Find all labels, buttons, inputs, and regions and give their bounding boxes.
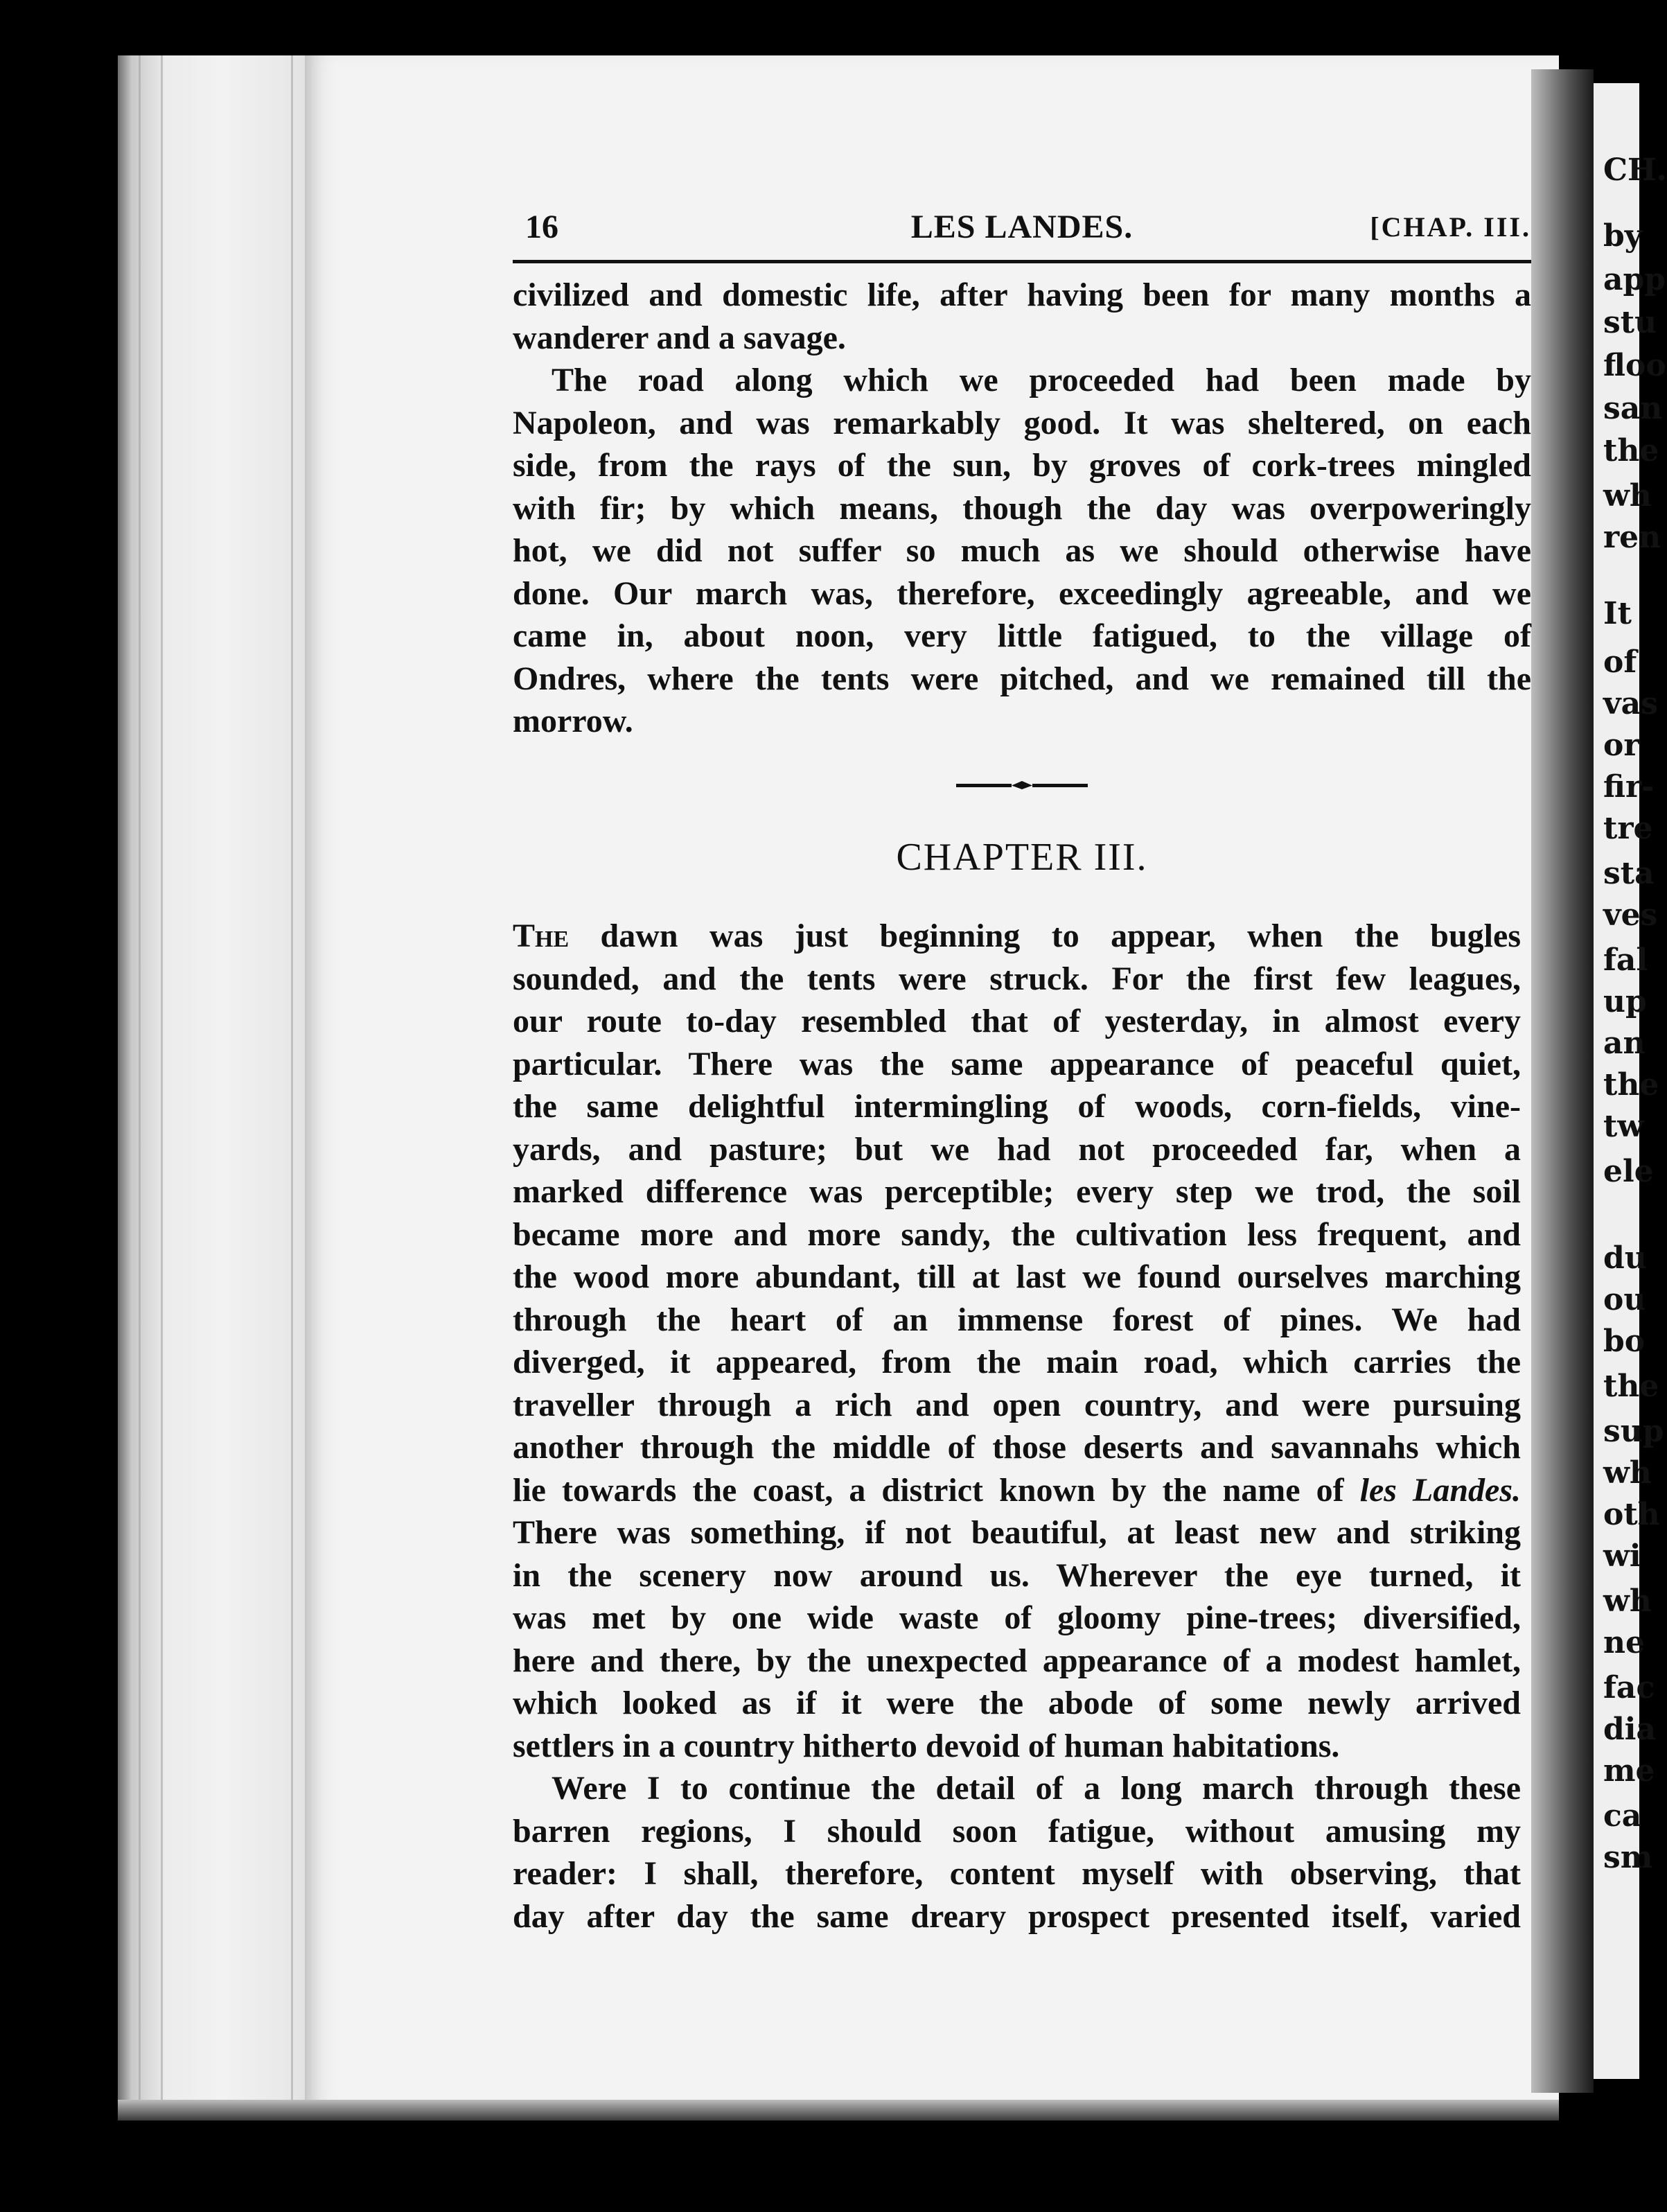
text-line: reader: I shall, therefore, content myself with observing, that (513, 1855, 1521, 1892)
facing-page-fragment: of (1603, 644, 1637, 680)
facing-page-fragment: san (1603, 391, 1663, 426)
facing-page-fragment: an (1603, 1026, 1646, 1061)
text-line: in the scenery now around us. Wherever the eye turned, it (513, 1556, 1521, 1594)
text-line: particular. There was the same appearance of peaceful quiet, (513, 1045, 1521, 1082)
facing-page-fragment: sta (1603, 856, 1655, 891)
facing-page-fragment: dia (1603, 1712, 1656, 1747)
edge-line (291, 55, 293, 2107)
text-line: traveller through a rich and open country, and were pursuing (513, 1386, 1521, 1423)
facing-page-fragment: tre (1603, 811, 1653, 846)
page-number: 16 (525, 209, 558, 245)
facing-page-fragment: vas (1603, 686, 1658, 721)
facing-page-fragment: oth (1603, 1497, 1660, 1532)
facing-page-fragment: the (1603, 1067, 1659, 1103)
edge-line (161, 55, 163, 2107)
text-line: Ondres, where the tents were pitched, and we remained till the (513, 660, 1531, 697)
text-line: barren regions, I should soon fatigue, without amusing my (513, 1812, 1521, 1850)
facing-page-fragment: sm (1603, 1840, 1653, 1875)
text-line: The road along which we proceeded had been made by (552, 362, 1531, 398)
text-fragment: dawn was just beginning to appear, when the bugles (569, 918, 1521, 954)
text-block-upper (513, 274, 1531, 743)
facing-page-fragment: the (1603, 1369, 1659, 1404)
facing-page-fragment: wh (1603, 1455, 1652, 1491)
page-edge-bottom (118, 2100, 1559, 2121)
facing-page-fragment: the (1603, 433, 1659, 468)
italic-place-name: les Landes. (1359, 1471, 1521, 1509)
header-rule (513, 260, 1531, 263)
text-line: yards, and pasture; but we had not proceeded far, when a (513, 1130, 1521, 1168)
text-line (513, 915, 1521, 958)
facing-page-fragment: sup (1603, 1414, 1664, 1449)
facing-page-fragment: du (1603, 1240, 1647, 1276)
facing-page-fragment: wh (1603, 478, 1652, 514)
text-line: There was something, if not beautiful, at least new and striking (513, 1514, 1521, 1551)
facing-page-fragment: ren (1603, 520, 1661, 555)
text-line: our route to-day resembled that of yesterday, in almost every (513, 1003, 1521, 1039)
chapter-heading: CHAPTER III. (896, 836, 1148, 879)
running-head (513, 208, 1531, 249)
text-line: which looked as if it were the abode of some newly arrived (513, 1685, 1521, 1721)
text-line: diverged, it appeared, from the main road, which carries the (513, 1344, 1521, 1380)
facing-page-fragment: wh (1603, 1583, 1652, 1619)
drop-word: The (513, 918, 570, 954)
text-line: wanderer and a savage. (513, 319, 846, 356)
text-block-lower (513, 915, 1521, 1938)
facing-page-fragment: up (1603, 984, 1647, 1019)
facing-page-fragment: ca (1603, 1798, 1642, 1834)
facing-page-fragment: stu (1603, 305, 1657, 340)
facing-page-fragment: wi (1603, 1538, 1641, 1574)
facing-page-fragment: CH. (1603, 152, 1667, 188)
facing-page-fragment: by (1603, 218, 1643, 254)
gutter-shadow (1531, 69, 1594, 2093)
edge-line (139, 55, 141, 2107)
facing-page-fragment: me (1603, 1753, 1655, 1789)
text-line: side, from the rays of the sun, by groves of cork-trees mingled (513, 447, 1531, 484)
facing-page-strip (1594, 83, 1667, 2079)
facing-page-fragment: floo (1603, 348, 1666, 383)
facing-page-fragment: ves (1603, 897, 1658, 933)
text-line (513, 1469, 1521, 1512)
facing-page-fragment: ne (1603, 1625, 1645, 1660)
facing-page-fragment: fir- (1603, 769, 1655, 805)
text-line: day after day the same dreary prospect presented itself, varied (513, 1897, 1521, 1935)
text-line: sounded, and the tents were struck. For the first few leagues, (513, 960, 1521, 997)
facing-page-fragment: fal (1603, 942, 1648, 978)
chapter-reference: [CHAP. III. (1370, 211, 1531, 243)
text-line: was met by one wide waste of gloomy pine-trees; diversified, (513, 1599, 1521, 1636)
text-line: settlers in a country hitherto devoid of human habitations. (513, 1727, 1340, 1764)
running-title: LES LANDES. (910, 209, 1134, 245)
text-line: hot, we did not suffer so much as we should otherwise have (513, 532, 1531, 569)
facing-page-fragment: bo (1603, 1324, 1646, 1359)
text-line: Napoleon, and was remarkably good. It was sheltered, on each (513, 404, 1531, 441)
section-ornament (956, 780, 1088, 790)
page-edges-left (118, 55, 319, 2107)
facing-page-fragment: ou (1603, 1282, 1646, 1317)
text-fragment: lie towards the coast, a district known by the name of (513, 1471, 1360, 1509)
facing-page-fragment: tw (1603, 1109, 1644, 1144)
facing-page-fragment: ele (1603, 1154, 1654, 1189)
text-line: another through the middle of those deserts and savannahs which (513, 1429, 1521, 1466)
facing-page-fragment: fac (1603, 1670, 1655, 1705)
facing-page-fragment: or (1603, 728, 1640, 763)
facing-page-fragment: app (1603, 262, 1666, 297)
text-line: through the heart of an immense forest of pines. We had (513, 1301, 1521, 1338)
text-line: became more and more sandy, the cultivation less frequent, and (513, 1215, 1521, 1253)
text-line: marked difference was perceptible; every step we trod, the soil (513, 1173, 1521, 1210)
text-line: came in, about noon, very little fatigued, to the village of (513, 617, 1531, 654)
facing-page-fragment: It (1603, 596, 1632, 631)
text-line: with fir; by which means, though the day was overpoweringly (513, 489, 1531, 527)
text-line: morrow. (513, 703, 633, 739)
text-line: Were I to continue the detail of a long march through these (552, 1770, 1521, 1807)
text-line: the same delightful intermingling of woods, corn-fields, vine- (513, 1088, 1521, 1125)
text-line: here and there, by the unexpected appearance of a modest hamlet, (513, 1642, 1521, 1679)
text-line: the wood more abundant, till at last we found ourselves marching (513, 1258, 1521, 1295)
text-line: civilized and domestic life, after having been for many months a (513, 276, 1531, 313)
text-line: done. Our march was, therefore, exceedingly agreeable, and we (513, 574, 1531, 612)
